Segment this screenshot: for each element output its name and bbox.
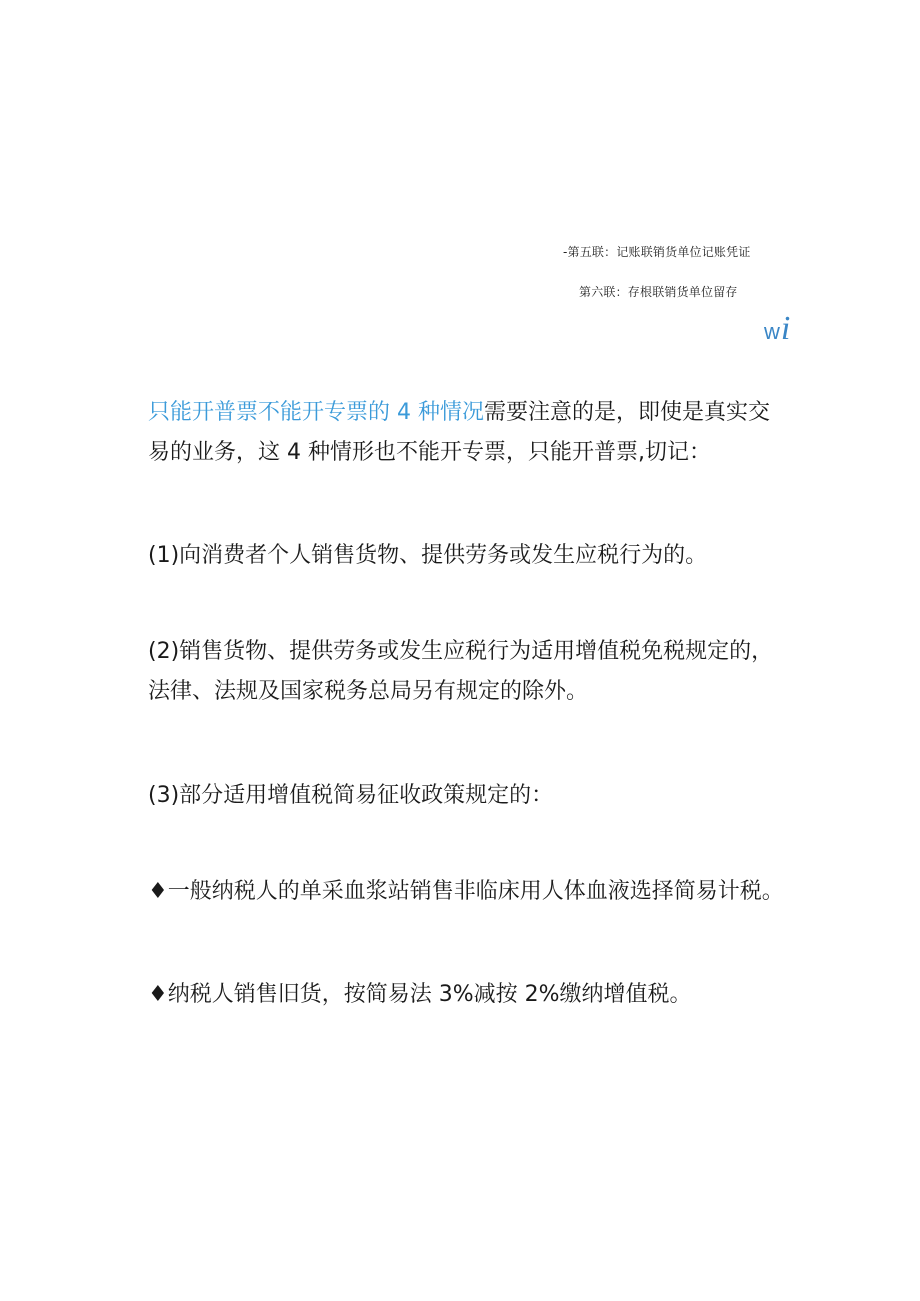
intro-text-line2: 易的业务，这 4 种情形也不能开专票，只能开普票,切记： bbox=[148, 440, 711, 465]
list-item-3: (3)部分适用增值税简易征收政策规定的： bbox=[148, 783, 554, 808]
logo-letter-w: w bbox=[764, 319, 780, 344]
list-item-2-line1: (2)销售货物、提供劳务或发生应税行为适用增值税免税规定的， bbox=[148, 639, 774, 664]
intro-text-line1: 需要注意的是，即使是真实交 bbox=[484, 400, 771, 425]
intro-highlight-heading: 只能开普票不能开专票的 4 种情况 bbox=[148, 400, 484, 425]
bullet-item-2: ♦纳税人销售旧货，按简易法 3%减按 2%缴纳增值税。 bbox=[148, 982, 692, 1007]
wi-logo bbox=[764, 312, 790, 346]
logo-letter-i: i bbox=[780, 310, 791, 347]
list-item-2-line2: 法律、法规及国家税务总局另有规定的除外。 bbox=[148, 679, 589, 704]
intro-paragraph bbox=[148, 393, 808, 473]
header-line-sixth-copy: 第六联：存根联销货单位留存 bbox=[579, 285, 738, 299]
bullet-item-1: ♦一般纳税人的单采血浆站销售非临床用人体血液选择简易计税。 bbox=[148, 879, 784, 904]
list-item-1: (1)向消费者个人销售货物、提供劳务或发生应税行为的。 bbox=[148, 543, 708, 568]
list-item-2 bbox=[148, 632, 808, 712]
header-line-fifth-copy: -第五联：记账联销货单位记账凭证 bbox=[563, 245, 751, 259]
